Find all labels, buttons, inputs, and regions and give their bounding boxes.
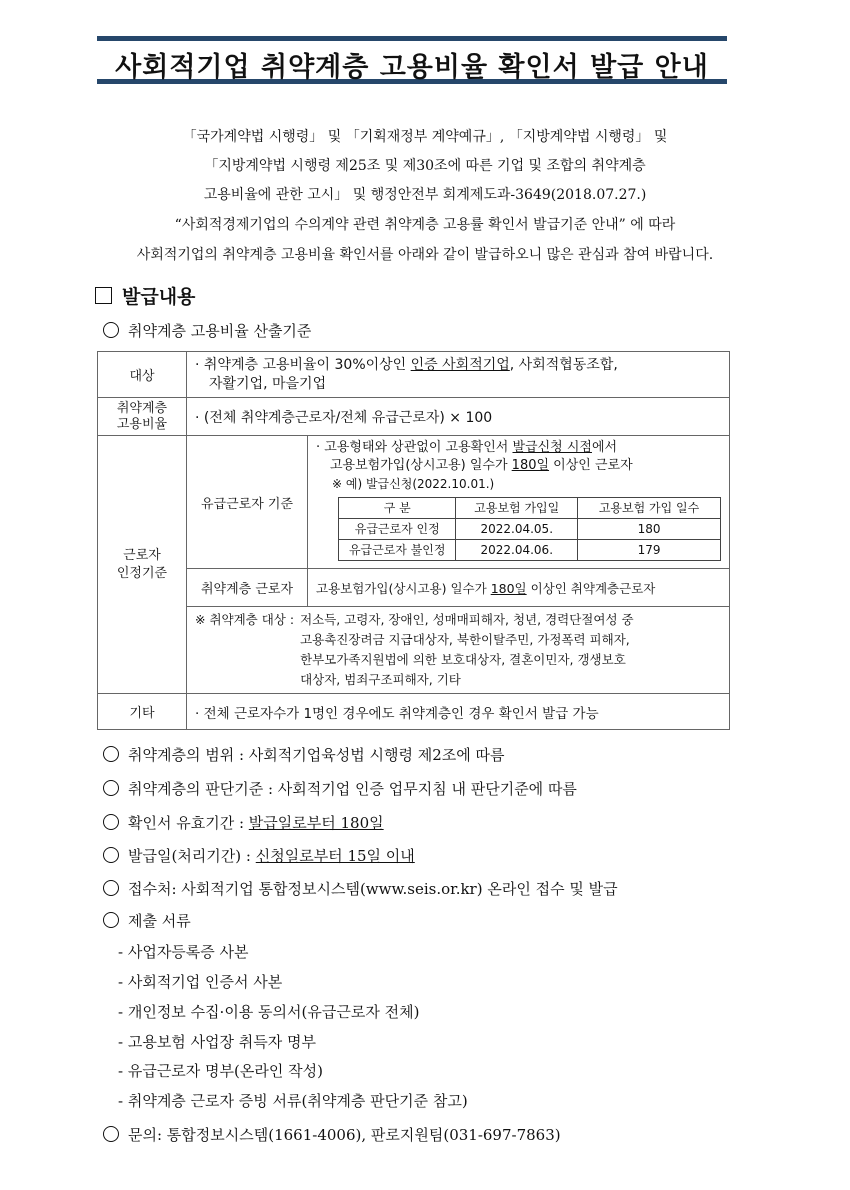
sub-cell: 2022.04.05.: [456, 519, 578, 540]
calc-heading-text: 취약계층 고용비율 산출기준: [128, 322, 312, 340]
circle-bullet-icon: [103, 746, 119, 762]
docs-heading-text: 제출 서류: [128, 912, 191, 930]
intro-line-4: “사회적경제기업의 수의계약 관련 취약계층 고용률 확인서 발급기준 안내” 에 따라: [174, 217, 676, 233]
validity-text: 확인서 유효기간 :: [128, 814, 249, 832]
paid-worker-label: 유급근로자 기준: [187, 436, 308, 569]
table-row: [98, 398, 730, 436]
sub-cell: 2022.04.06.: [456, 540, 578, 561]
subtable-row: [339, 519, 721, 540]
circle-bullet-icon: [103, 1126, 119, 1142]
vuln-text-a: 고용보험가입(상시고용) 일수가: [316, 580, 491, 596]
doc-item: - 취약계층 근로자 증빙 서류(취약계층 판단기준 참고): [118, 1092, 468, 1110]
subtable-row: [339, 540, 721, 561]
vuln-text-underlined: 180일: [490, 580, 527, 596]
etc-label: 기타: [98, 694, 187, 730]
paid-worker-value: [308, 436, 730, 569]
table-row: [98, 607, 730, 694]
paid-line1-b: 에서: [591, 440, 618, 455]
table-row: [98, 569, 730, 607]
issue-text-underlined: 신청일로부터 15일 이내: [255, 847, 415, 865]
ratio-value: · (전체 취약계층근로자/전체 유급근로자) × 100: [187, 398, 730, 436]
vuln-target-line: 저소득, 고령자, 장애인, 성매매피해자, 청년, 경력단절여성 중: [300, 612, 634, 627]
sub-cell: 유급근로자 인정: [339, 519, 456, 540]
sub-cell: 180: [578, 519, 721, 540]
target-text-underlined: 인증 사회적기업: [410, 356, 510, 373]
vuln-target-cell: [187, 607, 730, 694]
title-band: [97, 36, 727, 84]
scope-item: [103, 744, 504, 765]
target-text-b: , 사회적협동조합,: [509, 356, 618, 373]
paid-line1-a: · 고용형태와 상관없이 고용확인서: [316, 440, 513, 455]
doc-item: - 유급근로자 명부(온라인 작성): [118, 1062, 323, 1080]
criteria-item: [103, 778, 577, 799]
table-row: [98, 436, 730, 569]
circle-bullet-icon: [103, 847, 119, 863]
intro-line-3: 고용비율에 관한 고시」 및 행정안전부 회계제도과-3649(2018.07.27.): [203, 187, 647, 203]
sub-cell: 유급근로자 불인정: [339, 540, 456, 561]
vuln-target-line: 대상자, 범죄구조피해자, 기타: [300, 672, 461, 687]
sub-header-cell: 고용보험 가입 일수: [578, 498, 721, 519]
contact-item: [103, 1124, 561, 1145]
sub-header-cell: 고용보험 가입일: [456, 498, 578, 519]
doc-item: - 고용보험 사업장 취득자 명부: [118, 1033, 317, 1051]
target-value: [187, 352, 730, 398]
target-text-line2: 자활기업, 마을기업: [209, 375, 327, 392]
circle-bullet-icon: [103, 814, 119, 830]
issue-text: 발급일(처리기간) :: [128, 847, 256, 865]
target-text-a: · 취약계층 고용비율이 30%이상인: [195, 356, 411, 373]
docs-heading: [103, 910, 191, 931]
validity-item: [103, 812, 384, 833]
circle-bullet-icon: [103, 880, 119, 896]
page-title: 사회적기업 취약계층 고용비율 확인서 발급 안내: [115, 52, 709, 83]
doc-item: - 사업자등록증 사본: [118, 943, 249, 961]
ratio-label-2: 고용비율: [116, 416, 168, 432]
issue-item: [103, 845, 415, 866]
scope-text: 취약계층의 범위 : 사회적기업육성법 시행령 제2조에 따름: [128, 746, 505, 764]
ratio-label-1: 취약계층: [116, 400, 168, 416]
worker-criteria-label: [98, 436, 187, 694]
worker-label-2: 인정기준: [116, 565, 168, 581]
circle-bullet-icon: [103, 322, 119, 338]
circle-bullet-icon: [103, 912, 119, 928]
criteria-table: [97, 351, 730, 730]
vuln-worker-label: 취약계층 근로자: [187, 569, 308, 607]
circle-bullet-icon: [103, 780, 119, 796]
reception-item: [103, 878, 618, 899]
reception-text: 접수처: 사회적기업 통합정보시스템(www.seis.or.kr) 온라인 접수 및 발급: [128, 880, 618, 898]
paid-example: ※ 예) 발급신청(2022.10.01.): [332, 477, 495, 491]
paid-line2-b: 이상인 근로자: [549, 458, 633, 473]
target-label: 대상: [98, 352, 187, 398]
vuln-worker-value: [308, 569, 730, 607]
sub-header-cell: 구 분: [339, 498, 456, 519]
table-row: [98, 352, 730, 398]
intro-line-5: 사회적기업의 취약계층 고용비율 확인서를 아래와 같이 발급하오니 많은 관심과 참여 바랍니다.: [136, 247, 714, 263]
validity-text-underlined: 발급일로부터 180일: [248, 814, 384, 832]
vuln-target-line: 한부모가족지원법에 의한 보호대상자, 결혼이민자, 갱생보호: [300, 652, 626, 667]
section-heading: [95, 282, 195, 309]
vuln-text-b: 이상인 취약계층근로자: [526, 580, 656, 596]
paid-line1-underlined: 발급신청 시점: [512, 440, 592, 455]
table-row: [98, 694, 730, 730]
worker-label-1: 근로자: [123, 547, 161, 563]
ratio-label: [98, 398, 187, 436]
criteria-text: 취약계층의 판단기준 : 사회적기업 인증 업무지침 내 판단기준에 따름: [128, 780, 577, 798]
vuln-target-label: ※ 취약계층 대상 :: [195, 612, 295, 627]
subtable-header-row: [339, 498, 721, 519]
doc-item: - 개인정보 수집·이용 동의서(유급근로자 전체): [118, 1003, 420, 1021]
vuln-target-line: 고용촉진장려금 지급대상자, 북한이탈주민, 가정폭력 피해자,: [300, 632, 630, 647]
example-subtable: [338, 497, 721, 561]
contact-text: 문의: 통합정보시스템(1661-4006), 판로지원팀(031-697-7863): [128, 1126, 561, 1144]
intro-line-1: 「국가계약법 시행령」 및 「기획재정부 계약예규」, 「지방계약법 시행령」 및: [182, 129, 668, 145]
section-heading-text: 발급내용: [122, 286, 196, 308]
paid-line2-underlined: 180일: [511, 458, 550, 473]
intro-line-2: 「지방계약법 시행령 제25조 및 제30조에 따른 기업 및 조합의 취약계층: [204, 158, 646, 174]
etc-value: · 전체 근로자수가 1명인 경우에도 취약계층인 경우 확인서 발급 가능: [187, 694, 730, 730]
calc-heading: [103, 320, 311, 341]
paid-line2-a: 고용보험가입(상시고용) 일수가: [330, 458, 512, 473]
checkbox-square-icon: [95, 287, 112, 304]
doc-item: - 사회적기업 인증서 사본: [118, 973, 283, 991]
sub-cell: 179: [578, 540, 721, 561]
